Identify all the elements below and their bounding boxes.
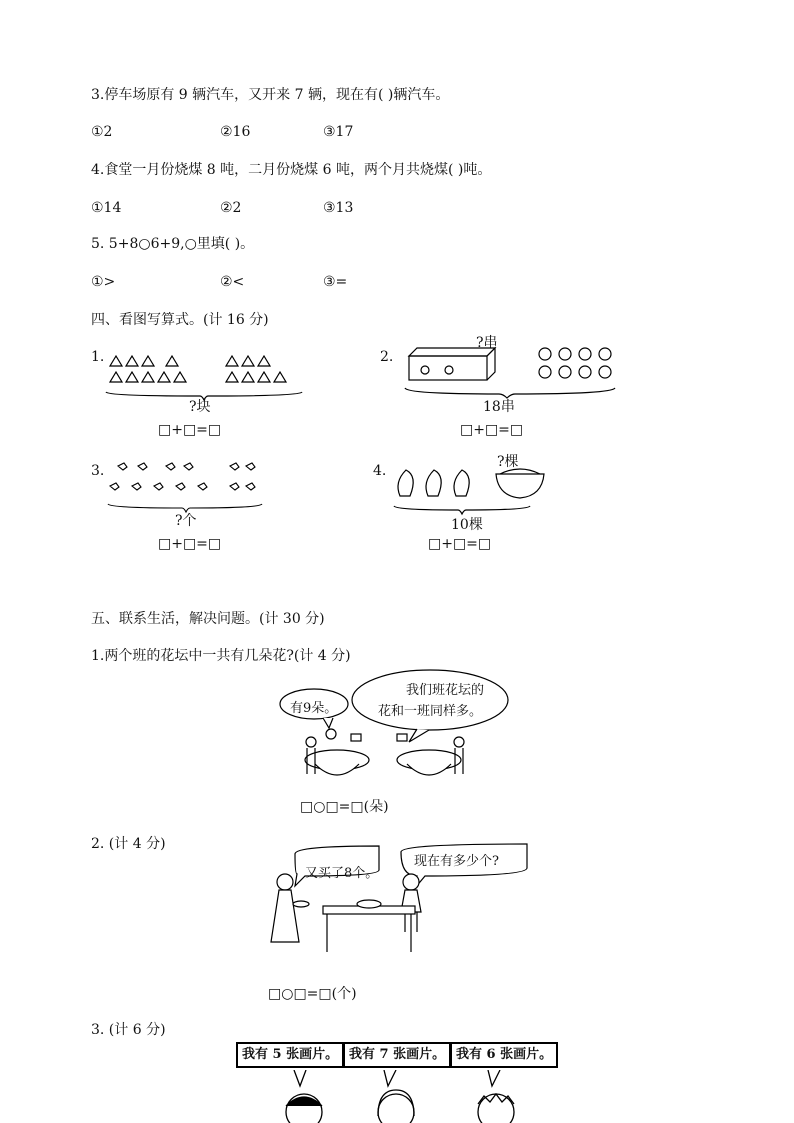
question-5-option-3: ③=	[323, 274, 348, 290]
question-5-option-2: ②<	[220, 274, 245, 290]
item-4-label: 10棵	[451, 517, 483, 533]
problem-2-bubble-right-text: 现在有多少个?	[414, 854, 499, 869]
problem-1-title: 1.两个班的花坛中一共有几朵花?(计 4 分)	[91, 648, 351, 664]
animals-picture	[106, 460, 266, 516]
problem-3-title: 3. (计 6 分)	[91, 1022, 166, 1038]
question-3-text: 3.停车场原有 9 辆汽车，又开来 7 辆，现在有( )辆汽车。	[91, 87, 450, 103]
section-5-heading: 五、联系生活，解决问题。(计 30 分)	[91, 611, 325, 627]
question-4-option-2: ②2	[220, 200, 242, 216]
item-3-number: 3.	[91, 463, 105, 479]
item-2-label: 18串	[483, 399, 515, 415]
item-1-number: 1.	[91, 349, 105, 365]
question-4-text: 4.食堂一月份烧煤 8 吨，二月份烧煤 6 吨，两个月共烧煤( )吨。	[91, 162, 492, 178]
question-5-text: 5. 5+8○6+9,○里填( )。	[91, 236, 255, 252]
question-3-option-3: ③17	[323, 124, 354, 140]
problem-1-bubble-right-line-2: 花和一班同样多。	[378, 704, 483, 719]
problem-2-title: 2. (计 4 分)	[91, 836, 166, 852]
question-4-option-1: ①14	[91, 200, 122, 216]
item-4-formula: □+□=□	[428, 536, 492, 552]
problem-3-card-2: 我有 7 张画片。	[343, 1042, 451, 1068]
item-3-label: ?个	[175, 513, 197, 529]
problem-1-bubble-right-line-1: 我们班花坛的	[406, 683, 485, 698]
item-2-top-label: ?串	[476, 335, 498, 351]
children-faces-picture	[270, 1070, 540, 1123]
item-3-formula: □+□=□	[158, 536, 222, 552]
question-3-option-2: ②16	[220, 124, 251, 140]
item-2-formula: □+□=□	[460, 422, 524, 438]
problem-3-card-3: 我有 6 张画片。	[450, 1042, 558, 1068]
problem-1-formula: □○□=□(朵)	[300, 799, 389, 815]
item-1-label: ?块	[189, 399, 211, 415]
question-3-option-1: ①2	[91, 124, 113, 140]
question-5-option-1: ①>	[91, 274, 116, 290]
problem-2-bubble-left-text: 又买了8个。	[305, 866, 379, 881]
problem-2-formula: □○□=□(个)	[268, 986, 357, 1002]
item-4-top-label: ?棵	[497, 454, 519, 470]
vegetables-and-basket-picture	[392, 466, 552, 516]
question-4-option-3: ③13	[323, 200, 354, 216]
problem-3-card-1: 我有 5 张画片。	[236, 1042, 344, 1068]
problem-1-bubble-left-text: 有9朵。	[290, 701, 338, 716]
box-and-grapes-picture	[403, 344, 623, 400]
item-2-number: 2.	[380, 349, 394, 365]
watermelon-slices-picture	[104, 352, 304, 402]
section-4-heading: 四、看图写算式。(计 16 分)	[91, 312, 269, 328]
item-4-number: 4.	[373, 463, 387, 479]
item-1-formula: □+□=□	[158, 422, 222, 438]
